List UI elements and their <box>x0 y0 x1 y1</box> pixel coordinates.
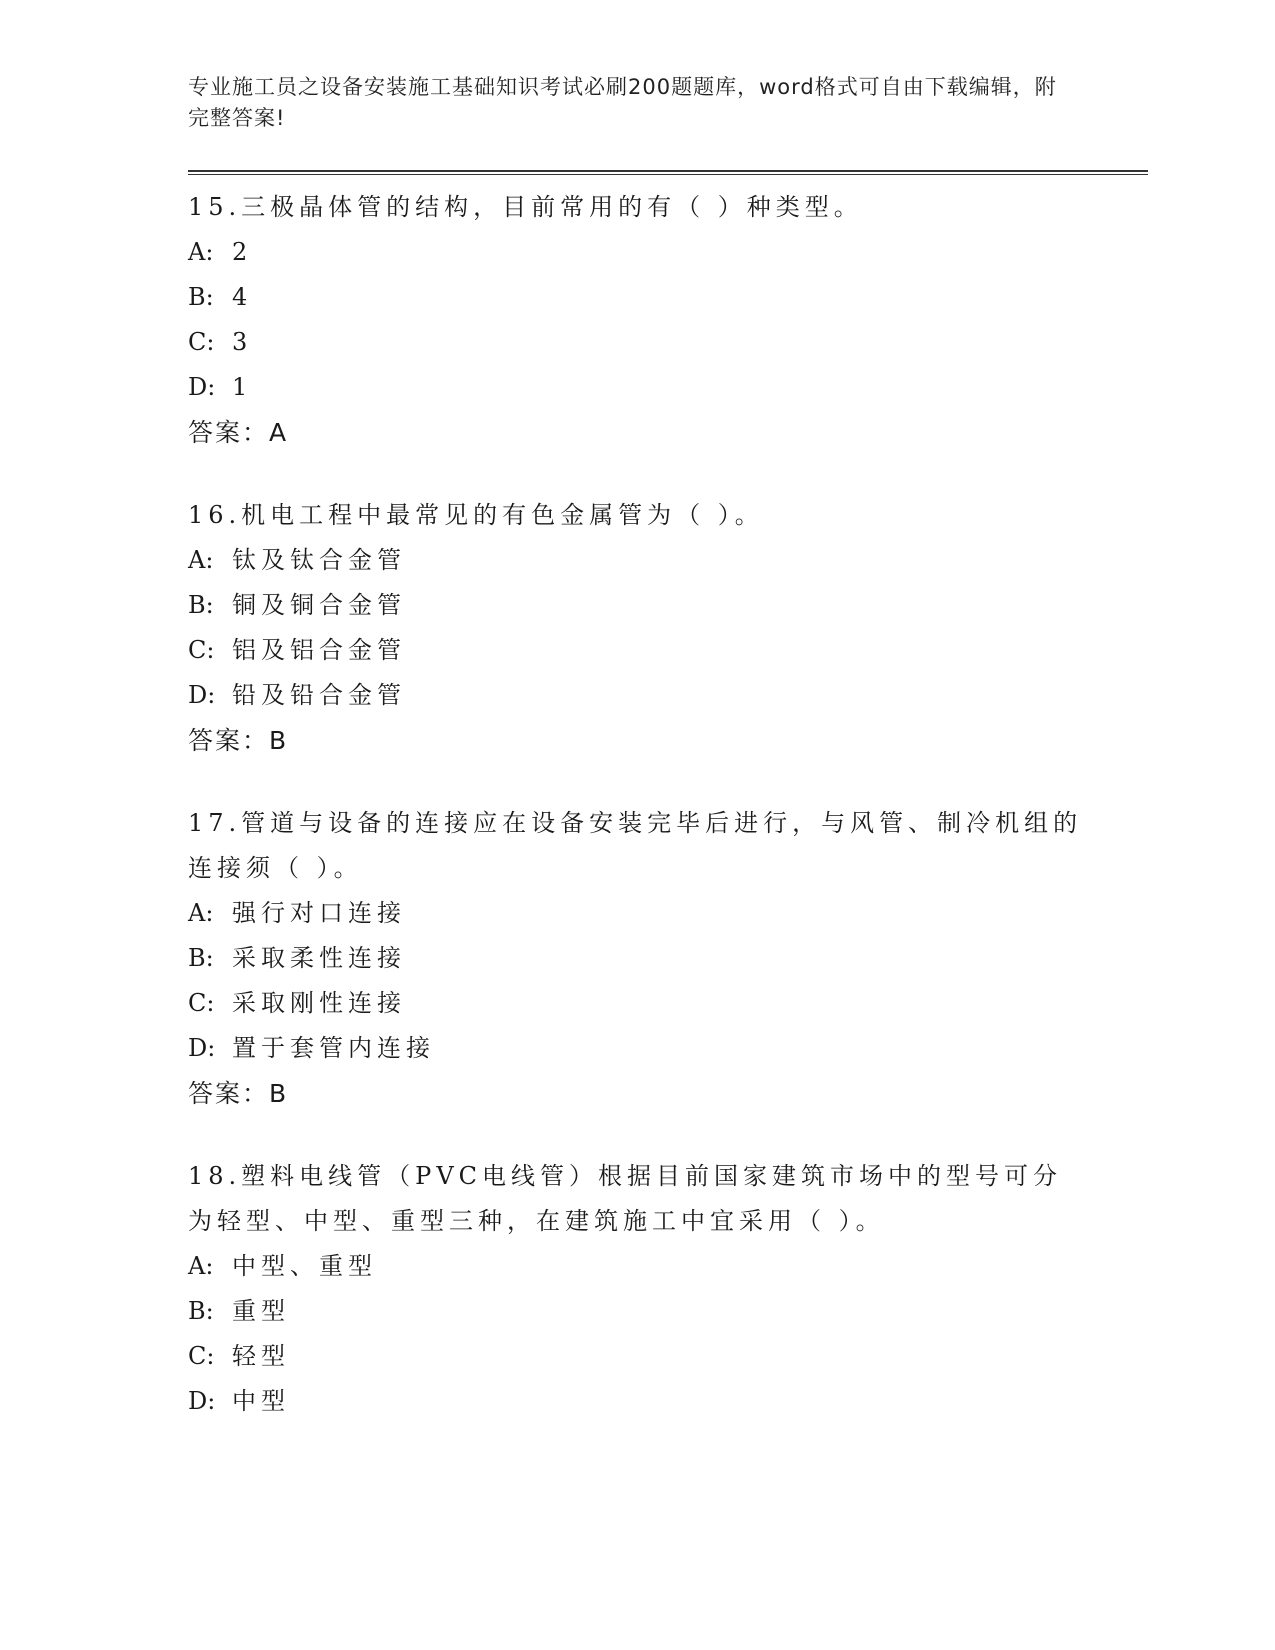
answer-text: 答案：B <box>188 726 289 755</box>
question-text: 15.三极晶体管的结构，目前常用的有（ ）种类型。 <box>188 193 863 221</box>
option-d <box>188 1026 1148 1071</box>
option-a <box>188 891 1148 936</box>
option-text: 3 <box>232 328 253 356</box>
option-letter: A: <box>188 899 214 927</box>
header-divider <box>188 170 1148 175</box>
option-text: 中型 <box>232 1387 290 1415</box>
question-17 <box>188 801 1148 1116</box>
option-letter: C: <box>188 636 215 664</box>
option-text: 钛及钛合金管 <box>232 546 406 574</box>
option-d <box>188 365 1148 410</box>
question-text: 17.管道与设备的连接应在设备安装完毕后进行，与风管、制冷机组的连接须（ ）。 <box>188 809 1083 882</box>
option-text: 采取柔性连接 <box>232 944 406 972</box>
option-letter: A: <box>188 1252 214 1280</box>
option-text: 轻型 <box>232 1342 290 1370</box>
option-letter: C: <box>188 1342 215 1370</box>
option-a <box>188 538 1148 583</box>
option-b <box>188 275 1148 320</box>
option-letter: D: <box>188 1034 216 1062</box>
option-c <box>188 1334 1148 1379</box>
option-letter: D: <box>188 373 216 401</box>
question-text: 18.塑料电线管（PVC电线管）根据目前国家建筑市场中的型号可分为轻型、中型、重型三种，在建筑施工中宜采用（ ）。 <box>188 1162 1063 1235</box>
option-c <box>188 981 1148 1026</box>
answer-text: 答案：B <box>188 1079 289 1108</box>
option-letter: A: <box>188 238 214 266</box>
option-c <box>188 628 1148 673</box>
option-text: 中型、重型 <box>232 1252 377 1280</box>
option-letter: D: <box>188 681 216 709</box>
option-c <box>188 320 1148 365</box>
question-15 <box>188 185 1148 455</box>
option-letter: B: <box>188 591 214 619</box>
option-b <box>188 936 1148 981</box>
option-letter: B: <box>188 1297 214 1325</box>
option-text: 1 <box>232 373 253 401</box>
option-text: 铝及铝合金管 <box>232 636 406 664</box>
option-letter: D: <box>188 1387 216 1415</box>
option-text: 2 <box>232 238 253 266</box>
option-text: 铜及铜合金管 <box>232 591 406 619</box>
option-letter: A: <box>188 546 214 574</box>
question-16 <box>188 493 1148 763</box>
answer-text: 答案：A <box>188 418 289 447</box>
option-d <box>188 673 1148 718</box>
option-b <box>188 583 1148 628</box>
option-text: 铅及铅合金管 <box>232 681 406 709</box>
option-text: 采取刚性连接 <box>232 989 406 1017</box>
question-list <box>188 185 1148 1424</box>
option-letter: B: <box>188 283 214 311</box>
document-page <box>188 72 1148 1462</box>
option-text: 置于套管内连接 <box>232 1034 435 1062</box>
option-a <box>188 1244 1148 1289</box>
option-b <box>188 1289 1148 1334</box>
question-18 <box>188 1154 1148 1424</box>
option-letter: C: <box>188 989 215 1017</box>
option-d <box>188 1379 1148 1424</box>
document-header: 专业施工员之设备安装施工基础知识考试必刷200题题库，word格式可自由下载编辑，附完整答案! <box>188 75 1057 130</box>
option-letter: C: <box>188 328 215 356</box>
question-text: 16.机电工程中最常见的有色金属管为（ ）。 <box>188 501 764 529</box>
option-text: 重型 <box>232 1297 290 1325</box>
option-letter: B: <box>188 944 214 972</box>
option-text: 4 <box>232 283 253 311</box>
option-a <box>188 230 1148 275</box>
option-text: 强行对口连接 <box>232 899 406 927</box>
